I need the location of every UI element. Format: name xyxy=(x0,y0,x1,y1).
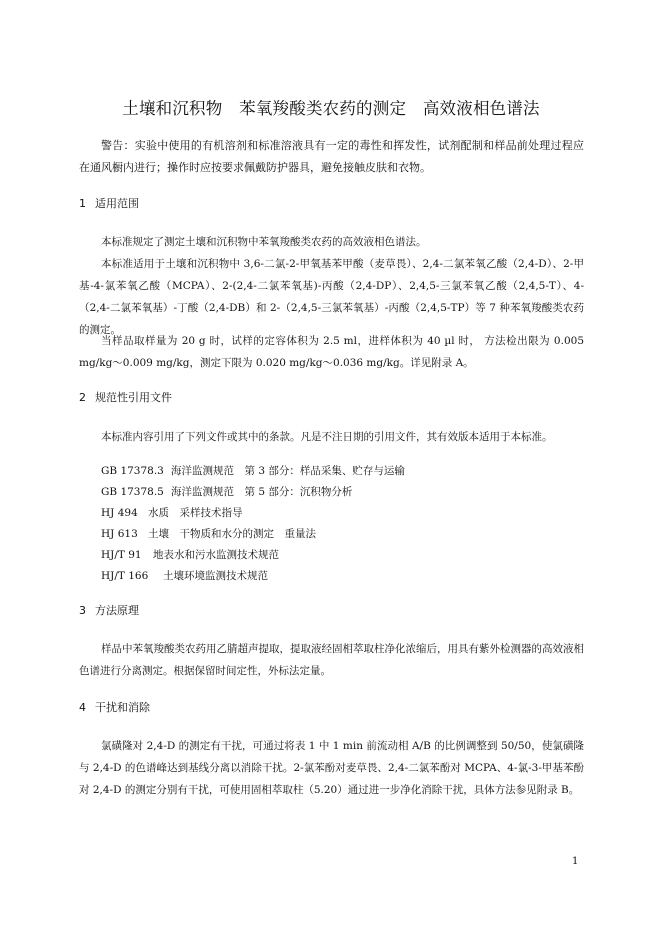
section-title: 适用范围 xyxy=(95,197,139,210)
reference-item xyxy=(101,461,581,482)
reference-title: 海洋监测规范 第 5 部分：沉积物分析 xyxy=(171,486,353,498)
reference-item xyxy=(101,545,581,566)
references-intro: 本标准内容引用了下列文件或其中的条款。凡是不注日期的引用文件，其有效版本适用于本标准。 xyxy=(101,431,553,443)
reference-item xyxy=(101,524,581,545)
section-title: 干扰和消除 xyxy=(95,701,150,714)
scope-paragraph-3: 当样品取样量为 20 g 时，试样的定容体积为 2.5 ml，进样体积为 40 µl 时， 方法检出限为 0.005 mg/kg～0.009 mg/kg，测定下限为 0.020 mg/kg～0.036 mg/kg。详见附录 A。 xyxy=(79,335,584,369)
reference-code: HJ/T 166 xyxy=(101,570,149,582)
reference-item xyxy=(101,503,581,524)
reference-title: 土壤环境监测技术规范 xyxy=(163,570,268,582)
reference-list xyxy=(101,461,581,587)
reference-code: HJ 494 xyxy=(101,507,138,519)
page-number: 1 xyxy=(572,856,579,867)
section-title: 方法原理 xyxy=(95,604,139,617)
section-2-heading xyxy=(79,390,172,406)
reference-code: HJ 613 xyxy=(101,528,138,540)
interference-paragraph: 氯磺隆对 2,4-D 的测定有干扰，可通过将表 1 中 1 min 前流动相 A/B 的比例调整到 50/50，使氯磺隆与 2,4-D 的色谱峰达到基线分离以消除干扰。2-氯苯酚对麦草畏、2,4-二氯苯酚对 MCPA、4-氯-3-甲基苯酚对 2,4-D 的测定分别有干扰，可使用固相萃取柱（5.20）通过进一步净化消除干扰，具体方法参见附录 B。 xyxy=(79,740,584,796)
reference-title: 地表水和污水监测技术规范 xyxy=(153,549,279,561)
section-4-heading xyxy=(79,700,150,716)
principle-paragraph: 样品中苯氧羧酸类农药用乙腈超声提取，提取液经固相萃取柱净化浓缩后，用具有紫外检测器的高效液相色谱进行分离测定。根据保留时间定性，外标法定量。 xyxy=(79,643,584,677)
reference-item xyxy=(101,482,581,503)
reference-title: 海洋监测规范 第 3 部分：样品采集、贮存与运输 xyxy=(171,465,405,477)
section-3-heading xyxy=(79,603,139,619)
safety-warning: 警告：实验中使用的有机溶剂和标准溶液具有一定的毒性和挥发性，试剂配制和样品前处理过程应在通风橱内进行；操作时应按要求佩戴防护器具，避免接触皮肤和衣物。 xyxy=(79,139,584,174)
reference-title: 土壤 干物质和水分的测定 重量法 xyxy=(148,528,316,540)
section-number: 1 xyxy=(79,197,86,210)
scope-paragraph-1: 本标准规定了测定土壤和沉积物中苯氧羧酸类农药的高效液相色谱法。 xyxy=(101,236,427,248)
section-1-heading xyxy=(79,196,139,212)
section-number: 2 xyxy=(79,391,86,404)
document-title: 土壤和沉积物 苯氧羧酸类农药的测定 高效液相色谱法 xyxy=(122,99,540,118)
section-number: 4 xyxy=(79,701,86,714)
reference-code: HJ/T 91 xyxy=(101,549,142,561)
reference-title: 水质 采样技术指导 xyxy=(148,507,243,519)
reference-code: GB 17378.3 xyxy=(101,465,164,477)
scope-paragraph-2: 本标准适用于土壤和沉积物中 3,6-二氯-2-甲氧基苯甲酸（麦草畏）、2,4-二氯苯氧乙酸（2,4-D）、2-甲基-4-氯苯氧乙酸（MCPA）、2-(2,4-二氯苯氧基)-丙酸（2,4-DP）、2,4,5-三氯苯氧乙酸（2,4,5-T）、4-（2,4-二氯苯氧基）-丁酸（2,4-DB）和 2-（2,4,5-三氯苯氧基）-丙酸（2,4,5-TP）等 7 种苯氧羧酸类农药的测定。 xyxy=(79,258,584,336)
section-title: 规范性引用文件 xyxy=(95,391,172,404)
reference-code: GB 17378.5 xyxy=(101,486,164,498)
section-number: 3 xyxy=(79,604,86,617)
reference-item xyxy=(101,566,581,587)
